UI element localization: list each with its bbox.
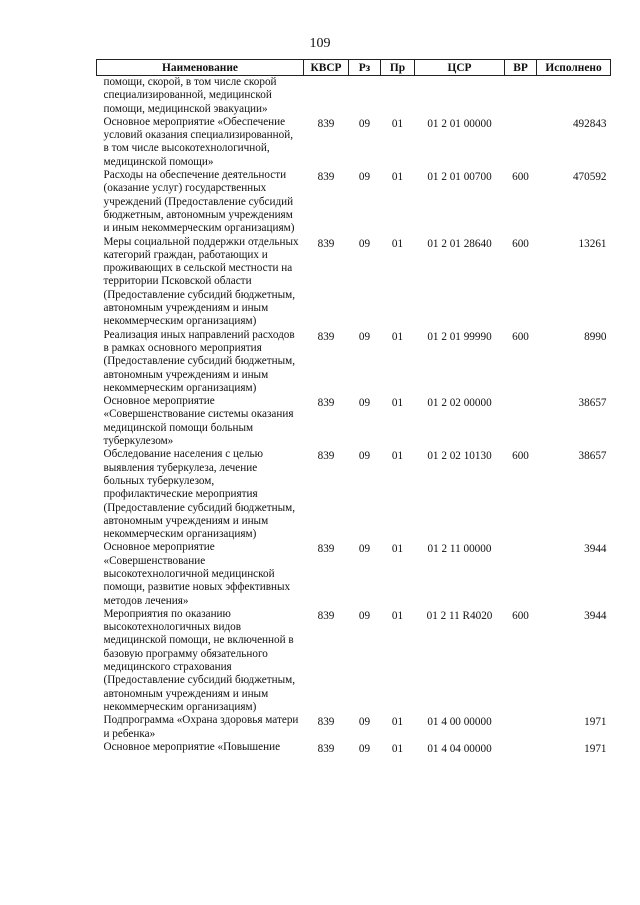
cell-pr: 01 (391, 171, 404, 184)
cell-csr: 01 2 01 28640 (427, 237, 492, 250)
cell-csr: 01 2 01 00700 (427, 171, 492, 184)
cell-name: помощи, скорой, в том числе скорой специализированной, медицинской помощи, медицинской эвакуации» (103, 76, 277, 115)
cell-rz: 09 (358, 330, 371, 343)
cell-done: 3944 (584, 543, 607, 556)
table-row (97, 76, 611, 116)
cell-kvsr: 839 (317, 237, 335, 250)
cell-done: 1971 (584, 742, 607, 755)
cell-kvsr: 839 (317, 609, 335, 622)
cell-vr (505, 714, 537, 741)
cell-csr (415, 76, 505, 116)
budget-table (96, 59, 611, 756)
cell-csr: 01 2 02 00000 (427, 397, 492, 410)
cell-name: Реализация иных направлений расходов в рамках основного мероприятия (Предоставление субсидий бюджетным, автономным учреждениям и иным некоммерческим организациям) (103, 328, 296, 394)
cell-name: Основное мероприятие «Обеспечение условий оказания специализированной, в том числе высокотехнологичной, медицинской помощи» (103, 115, 293, 168)
cell-csr: 01 2 02 10130 (427, 450, 492, 463)
cell-pr: 01 (391, 543, 404, 556)
cell-done: 38657 (578, 450, 607, 463)
header-rz: Рз (349, 60, 381, 76)
cell-vr (505, 395, 537, 448)
header-pr: Пр (381, 60, 415, 76)
cell-kvsr: 839 (317, 450, 335, 463)
cell-csr: 01 2 01 99990 (427, 330, 492, 343)
cell-pr: 01 (391, 716, 404, 729)
cell-pr: 01 (391, 397, 404, 410)
cell-pr: 01 (391, 609, 404, 622)
cell-vr (505, 76, 537, 116)
table-row (97, 329, 611, 395)
header-csr: ЦСР (415, 60, 505, 76)
cell-rz (349, 76, 381, 116)
cell-kvsr: 839 (317, 716, 335, 729)
table-row (97, 236, 611, 329)
table-row (97, 169, 611, 235)
cell-name: Основное мероприятие «Повышение (103, 740, 281, 753)
cell-kvsr: 839 (317, 117, 335, 130)
table-row (97, 741, 611, 756)
cell-rz: 09 (358, 450, 371, 463)
cell-csr: 01 2 01 00000 (427, 117, 492, 130)
cell-name: Основное мероприятие «Совершенствование системы оказания медицинской помощи больным туберкулезом» (103, 395, 294, 448)
cell-pr (381, 76, 415, 116)
cell-vr: 600 (512, 330, 529, 343)
header-vr: ВР (505, 60, 537, 76)
table-body (97, 76, 611, 757)
cell-name: Основное мероприятие «Совершенствование высокотехнологичной медицинской помощи, развитие новых эффективных методов лечения» (103, 541, 291, 607)
cell-done (537, 76, 611, 116)
page-number: 109 (309, 36, 331, 51)
cell-done: 3944 (584, 609, 607, 622)
cell-rz: 09 (358, 716, 371, 729)
header-done: Исполнено (537, 60, 611, 76)
cell-kvsr: 839 (317, 171, 335, 184)
cell-pr: 01 (391, 742, 404, 755)
cell-name: Мероприятия по оказанию высокотехнологичных видов медицинской помощи, не включенной в базовую программу обязательного медицинского страхования (Предоставление субсидий бюджетным, автономным учреждениям и иным некоммерческим организациям) (103, 607, 296, 713)
cell-name: Меры социальной поддержки отдельных категорий граждан, работающих и проживающих в сельской местности на территории Псковской области (Предоставление субсидий бюджетным, автономным учреждениям и иным некоммерческим организациям) (103, 235, 299, 328)
cell-vr (505, 116, 537, 169)
cell-pr: 01 (391, 117, 404, 130)
cell-done: 13261 (578, 237, 607, 250)
cell-kvsr: 839 (317, 397, 335, 410)
cell-vr: 600 (512, 171, 529, 184)
cell-vr: 600 (512, 609, 529, 622)
cell-pr: 01 (391, 330, 404, 343)
cell-rz: 09 (358, 237, 371, 250)
cell-rz: 09 (358, 397, 371, 410)
table-row (97, 395, 611, 448)
cell-csr: 01 2 11 R4020 (426, 609, 493, 622)
cell-rz: 09 (358, 609, 371, 622)
cell-kvsr: 839 (317, 330, 335, 343)
cell-pr: 01 (391, 450, 404, 463)
cell-vr: 600 (512, 237, 529, 250)
cell-name: Обследование населения с целью выявления туберкулеза, лечение больных туберкулезом, профилактические мероприятия (Предоставление субсидий бюджетным, автономным учреждениям и иным некоммерческим организациям) (103, 448, 296, 541)
cell-rz: 09 (358, 543, 371, 556)
cell-csr: 01 2 11 00000 (427, 543, 492, 556)
cell-kvsr: 839 (317, 543, 335, 556)
table-row (97, 448, 611, 541)
table-header (97, 60, 611, 76)
cell-csr: 01 4 00 00000 (427, 716, 492, 729)
table-row (97, 608, 611, 714)
cell-name: Расходы на обеспечение деятельности (оказание услуг) государственных учреждений (Предоставление субсидий бюджетным, автономным учреждениям и иным некоммерческим организациям) (103, 169, 295, 235)
cell-kvsr (304, 76, 349, 116)
header-name: Наименование (97, 60, 304, 76)
cell-done: 8990 (584, 330, 607, 343)
table-row (97, 116, 611, 169)
header-kvsr: КВСР (304, 60, 349, 76)
cell-done: 1971 (584, 716, 607, 729)
cell-done: 38657 (578, 397, 607, 410)
cell-done: 470592 (572, 171, 607, 184)
cell-vr (505, 541, 537, 607)
cell-done: 492843 (572, 117, 607, 130)
table-row (97, 541, 611, 607)
cell-rz: 09 (358, 742, 371, 755)
cell-vr: 600 (512, 450, 529, 463)
cell-csr: 01 4 04 00000 (427, 742, 492, 755)
cell-vr (505, 741, 537, 756)
cell-kvsr: 839 (317, 742, 335, 755)
cell-rz: 09 (358, 117, 371, 130)
table-row (97, 714, 611, 741)
cell-rz: 09 (358, 171, 371, 184)
cell-pr: 01 (391, 237, 404, 250)
cell-name: Подпрограмма «Охрана здоровья матери и ребенка» (103, 714, 299, 740)
